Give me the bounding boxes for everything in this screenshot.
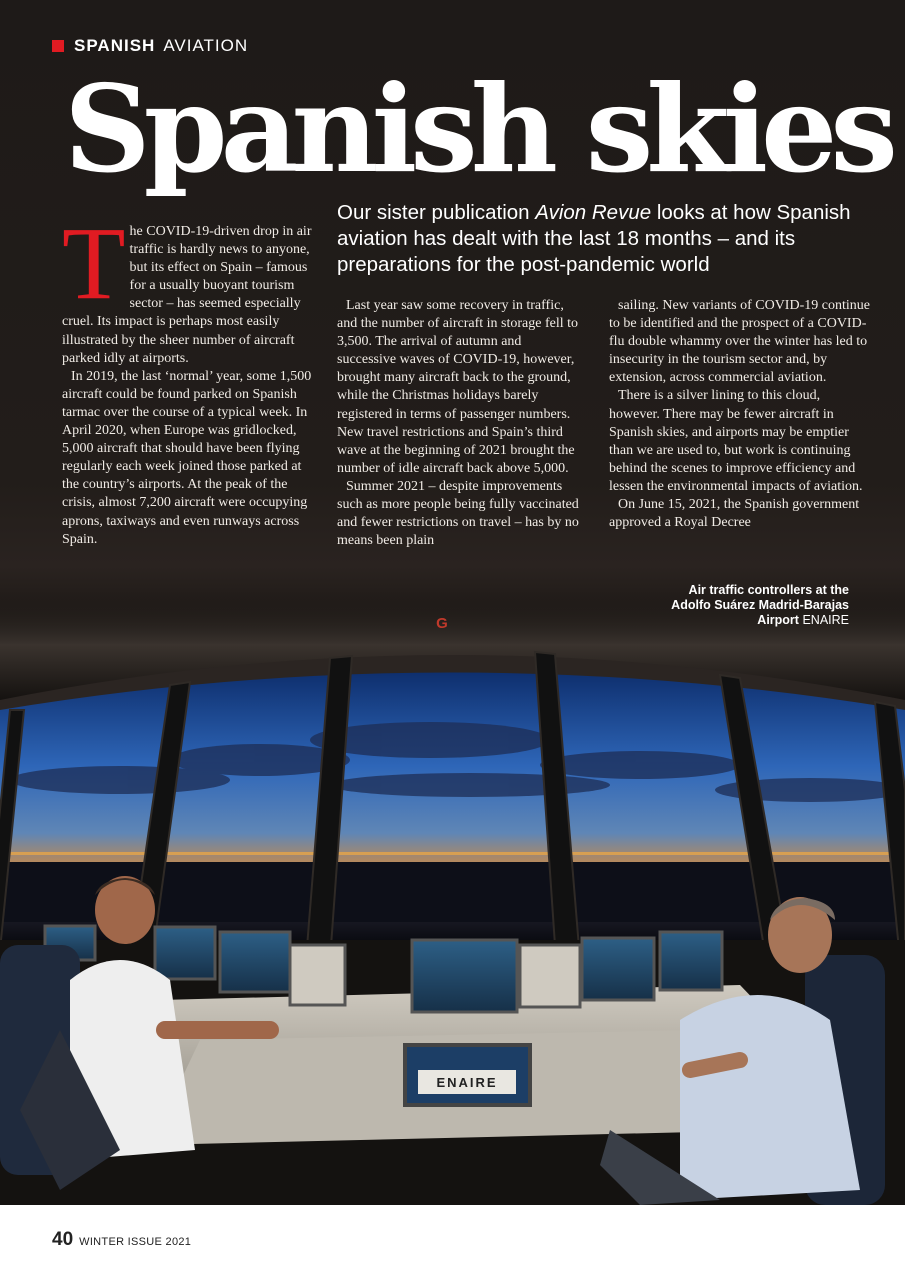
photo-caption (649, 583, 849, 628)
control-tower-illustration (0, 590, 905, 1205)
paragraph: In 2019, the last ‘normal’ year, some 1,500 aircraft could be found parked on Spanish tarmac over the course of a typical week. In April 2020, when Europe was gridlocked, 5,000 aircraft that should have been flying regularly each week joined those parked at the country’s airports. At the peak of the crisis, almost 7,200 aircraft were occupying aprons, taxiways and even runways across Spain. (62, 368, 312, 547)
standfirst (337, 200, 877, 278)
paragraph: sailing. New variants of COVID-19 continue to be identified and the prospect of a COVID-flu double whammy over the winter has led to insecurity in the tourism sector and, by extension, across commercial aviation. (609, 298, 870, 386)
section-tag-strong: SPANISH (74, 36, 156, 55)
console-logo: ENAIRE (436, 1075, 498, 1090)
page-footer (52, 1229, 191, 1251)
red-square-icon (52, 40, 64, 52)
paragraph: On June 15, 2021, the Spanish government approved a Royal Decree (609, 497, 860, 531)
standfirst-after: looks at how Spanish aviation has dealt with the last 18 months – and its preparations for the post-pandemic world (337, 201, 851, 276)
body-column-2 (337, 297, 583, 550)
ceiling-letter: G (436, 615, 448, 632)
paragraph: Last year saw some recovery in traffic, and the number of aircraft in storage fell to 3,500. The arrival of autumn and successive waves of COVID-19, however, brought many aircraft back to the ground, while the Christmas holidays barely registered in terms of passenger numbers. New travel restrictions and Spain’s third wave at the beginning of 2021 brought the number of idle aircraft back above 5,000. (337, 298, 579, 476)
page-number: 40 (52, 1229, 74, 1250)
paragraph: Summer 2021 – despite improvements such as more people being fully vaccinated and fewer restrictions on travel – has by no means been plain (337, 478, 579, 549)
paragraph-text: he COVID-19-driven drop in air traffic is hardly news to anyone, but its effect on Spain – famous for a usually buoyant tourism sector – has seemed especially cruel. Its impact is perhaps most easily illustrated by the sheer number of aircraft parked idly at airports. (62, 224, 312, 366)
standfirst-publication: Avion Revue (535, 201, 652, 224)
paragraph: There is a silver lining to this cloud, however. There may be fewer aircraft in Spanish skies, and airports may be emptier than we are used to, but work is continuing behind the scenes to improve efficiency and lessen the environmental impacts of aviation. (609, 388, 863, 494)
control-tower-photo (0, 590, 905, 1205)
body-column-1 (62, 206, 320, 549)
paragraph (62, 206, 320, 368)
photo-credit: ENAIRE (802, 613, 849, 627)
section-tag-rest: AVIATION (163, 36, 249, 55)
issue-label: WINTER ISSUE 2021 (79, 1236, 192, 1248)
standfirst-before: Our sister publication (337, 201, 536, 224)
article-title: Spanish skies (64, 59, 891, 200)
drop-cap: T (62, 206, 126, 321)
caption-text: Air traffic controllers at the Adolfo Suárez Madrid-Barajas Airport (671, 583, 849, 627)
body-column-3 (609, 297, 871, 532)
section-tag (52, 36, 248, 56)
